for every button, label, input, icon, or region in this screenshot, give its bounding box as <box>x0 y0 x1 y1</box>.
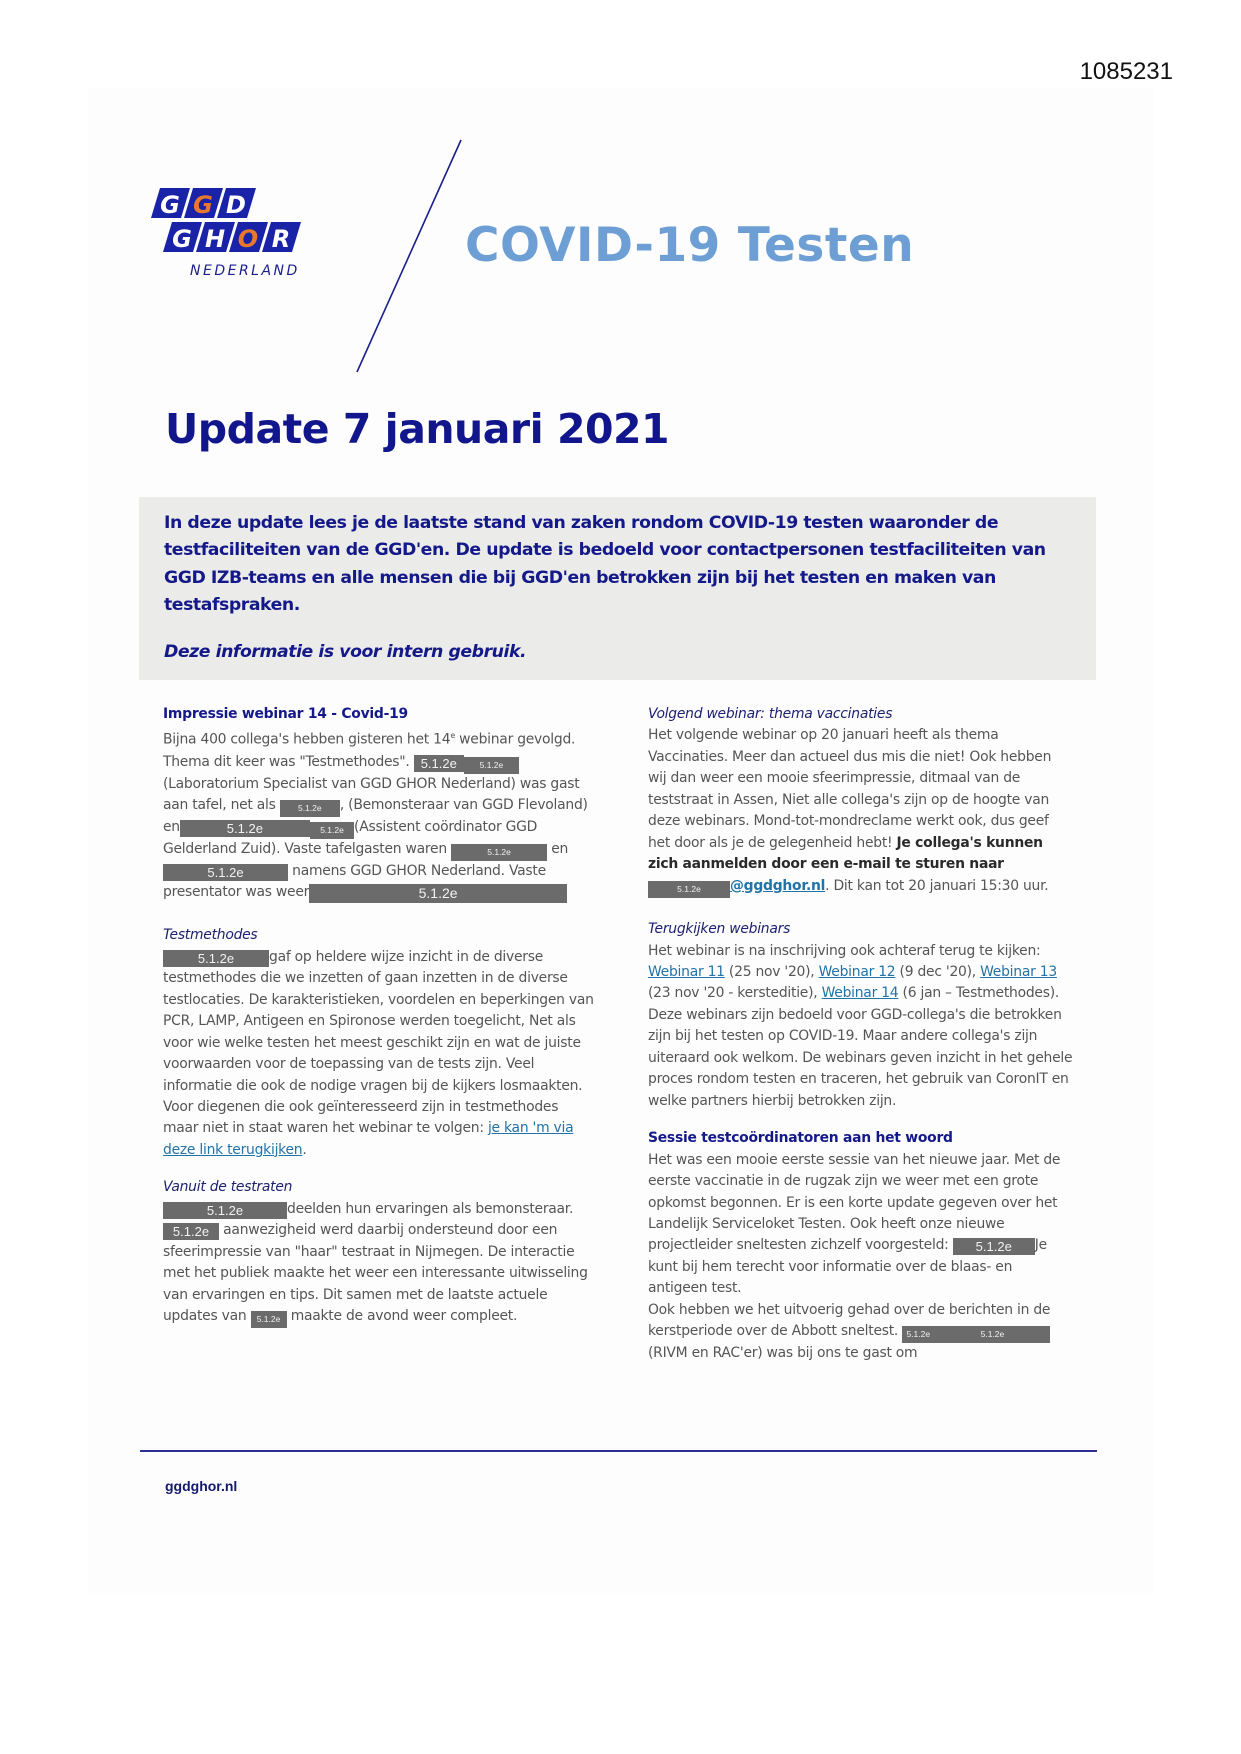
svg-text:H: H <box>204 225 226 253</box>
svg-text:D: D <box>226 191 246 219</box>
redaction-box: 5.1.2e <box>310 822 354 839</box>
spacer <box>163 904 595 925</box>
section-impressie-webinar <box>163 704 595 904</box>
section-terugkijken-webinars <box>648 919 1073 1112</box>
webinar-13-link[interactable]: Webinar 13 <box>980 963 1057 980</box>
redaction-box: 5.1.2e <box>953 1238 1035 1255</box>
webinar-14-link[interactable]: Webinar 14 <box>821 985 899 1002</box>
redaction-box: 5.1.2e <box>414 755 464 772</box>
section-heading: Volgend webinar: thema vaccinaties <box>648 706 893 722</box>
spacer <box>163 1161 595 1177</box>
section-heading: Vanuit de testraten <box>163 1179 293 1196</box>
webinar-12-link[interactable]: Webinar 12 <box>818 963 896 980</box>
terugkijken-link[interactable]: je kan 'm via deze link terugkijken <box>163 1120 574 1158</box>
footer-rule <box>140 1450 1097 1452</box>
section-heading: Sessie testcoördinatoren aan het woord <box>648 1130 953 1147</box>
redaction-box: 5.1.2e <box>163 1223 219 1240</box>
body-text: aanwezigheid werd daarbij ondersteund door een sfeerimpressie van "haar" testraat in Nijmegen. De interactie met het publiek maakte het weer een interessante uitwisseling van ervaringen en tips. Dit samen met de laatste actuele updates van <box>163 1222 588 1325</box>
redaction-box: 5.1.2e <box>163 864 288 881</box>
svg-text:G: G <box>193 191 213 219</box>
body-text: Het was een mooie eerste sessie van het nieuwe jaar. Met de eerste vaccinatie in de rugzak zijn we weer met een grote opkomst begonnen. Er is een korte update gegeven over het Landelijk Serviceloket Testen. Ook heeft onze nieuwe projectleider sneltesten zichzelf voorgesteld: <box>648 1151 1061 1254</box>
webinar-11-link[interactable]: Webinar 11 <box>648 963 725 980</box>
body-text: Bijna 400 collega's hebben gisteren het 14 <box>163 732 451 749</box>
svg-text:NEDERLAND: NEDERLAND <box>190 263 300 279</box>
redaction-box: 5.1.2e <box>163 950 269 967</box>
body-text: Je kunt bij hem terecht voor informatie over de blaas- en antigeen test. <box>648 1237 1047 1297</box>
redaction-box: 5.1.2e <box>280 800 340 817</box>
body-text: (RIVM en RAC'er) was bij ons te gast om <box>648 1345 918 1362</box>
redaction-box: 5.1.2e <box>251 1311 287 1328</box>
redaction-box: 5.1.2e <box>163 1202 287 1219</box>
svg-text:G: G <box>172 225 192 253</box>
superscript: e <box>450 731 455 741</box>
section-sessie-testcoordinatoren <box>648 1128 1073 1365</box>
redaction-box: 5.1.2e <box>902 1326 934 1343</box>
section-heading: Terugkijken webinars <box>648 921 791 938</box>
internal-use-note: Deze informatie is voor intern gebruik. <box>164 642 527 662</box>
section-heading: Impressie webinar 14 - Covid-19 <box>163 706 408 722</box>
body-text: en <box>547 840 569 857</box>
redaction-box: 5.1.2e <box>648 881 730 898</box>
body-text: . Dit kan tot 20 januari 15:30 uur. <box>825 877 1049 894</box>
right-column <box>648 704 1073 1365</box>
section-heading: Testmethodes <box>163 927 258 944</box>
body-text: webinar gevolgd. Thema dit keer was "Testmethodes". <box>163 732 576 770</box>
left-column <box>163 704 595 1328</box>
body-text: (25 nov '20), <box>724 963 819 980</box>
spacer <box>648 1112 1073 1128</box>
body-text: Het volgende webinar op 20 januari heeft als thema Vaccinaties. Meer dan actueel dus mis die niet! Ook hebben wij dan weer een mooie sfeerimpressie, ditmaal van de teststraat in Assen, Niet alle collega's zijn op de hoogte van deze webinars. Mond-tot-mondreclame werkt ook, dus geef het door als je de gelegenheid hebt! <box>648 727 1052 851</box>
body-text: Deze webinars zijn bedoeld voor GGD-collega's die betrokken zijn bij het testen op COVID-19. Maar andere collega's zijn uiteraard ook welkom. De webinars geven inzicht in het gehele proces rondom testen en traceren, het gebruik van CoronIT en welke partners hierbij betrokken zijn. <box>648 1006 1073 1109</box>
body-text: , (Bemonsteraar van GGD Flevoland) en <box>163 796 588 835</box>
svg-text:R: R <box>271 225 291 253</box>
body-text: (23 nov '20 - kersteditie), <box>648 985 822 1002</box>
spacer <box>648 898 1073 919</box>
redaction-box: 5.1.2e <box>309 884 567 903</box>
section-testmethodes <box>163 925 595 1161</box>
body-text: Het webinar is na inschrijving ook achteraf terug te kijken: <box>648 942 1041 959</box>
redaction-box: 5.1.2e <box>464 757 519 774</box>
body-text: (6 jan – Testmethodes). <box>898 985 1060 1002</box>
body-text: (Laboratorium Specialist van GGD GHOR Nederland) was gast aan tafel, net als <box>163 775 580 813</box>
intro-text: In deze update lees je de laatste stand van zaken rondom COVID-19 testen waaronder de testfaciliteiten van de GGD'en. De update is bedoeld voor contactpersonen testfaciliteiten van GGD IZB-teams en alle mensen die bij GGD'en betrokken zijn bij het testen en maken van testafspraken. <box>164 513 1046 615</box>
svg-text:G: G <box>160 191 180 219</box>
body-text: gaf op heldere wijze inzicht in de diverse testmethodes die we inzetten of gaan inzetten in de diverse testlocaties. De karakteristieken, voordelen en beperkingen van PCR, LAMP, Antigeen en Spironose werden toegelicht, Net als voor wie welke testen het meest geschikt zijn en wat de juiste voorwaarden voor de toepassing van de tests zijn. Veel informatie die ook de nodige vragen bij de kijkers losmaakten. Voor diegenen die ook geïnteresseerd zijn in testmethodes maar niet in staat waren het webinar te volgen: <box>163 948 594 1137</box>
email-link[interactable]: @ggdghor.nl <box>730 877 826 894</box>
body-text: . <box>302 1141 307 1158</box>
document-title: COVID-19 Testen <box>465 218 915 273</box>
redaction-box: 5.1.2e <box>180 820 310 837</box>
body-text: deelden hun ervaringen als bemonsteraar. <box>287 1200 574 1217</box>
intro-box <box>139 497 1096 680</box>
body-text: maakte de avond weer compleet. <box>286 1308 518 1325</box>
update-heading: Update 7 januari 2021 <box>165 405 670 453</box>
body-text: (Assistent coördinator GGD Gelderland Zuid). Vaste tafelgasten waren <box>163 818 538 857</box>
section-vanuit-de-testraten <box>163 1177 595 1328</box>
body-text: Ook hebben we het uitvoerig gehad over de berichten in de kerstperiode over de Abbott sneltest. <box>648 1301 1051 1340</box>
body-text: (9 dec '20), <box>895 963 981 980</box>
document-number: 1085231 <box>1079 58 1173 85</box>
body-text-bold: Je collega's kunnen zich aanmelden door een e-mail te sturen naar <box>648 834 1043 873</box>
svg-text:O: O <box>237 225 259 253</box>
redaction-box: 5.1.2e <box>934 1326 1050 1343</box>
ggd-ghor-logo <box>148 188 338 298</box>
redaction-box: 5.1.2e <box>451 844 547 861</box>
logo-icon <box>148 188 338 298</box>
section-volgend-webinar <box>648 704 1073 898</box>
footer-site: ggdghor.nl <box>165 1478 238 1494</box>
body-text: namens GGD GHOR Nederland. Vaste presentator was weer <box>163 862 546 901</box>
